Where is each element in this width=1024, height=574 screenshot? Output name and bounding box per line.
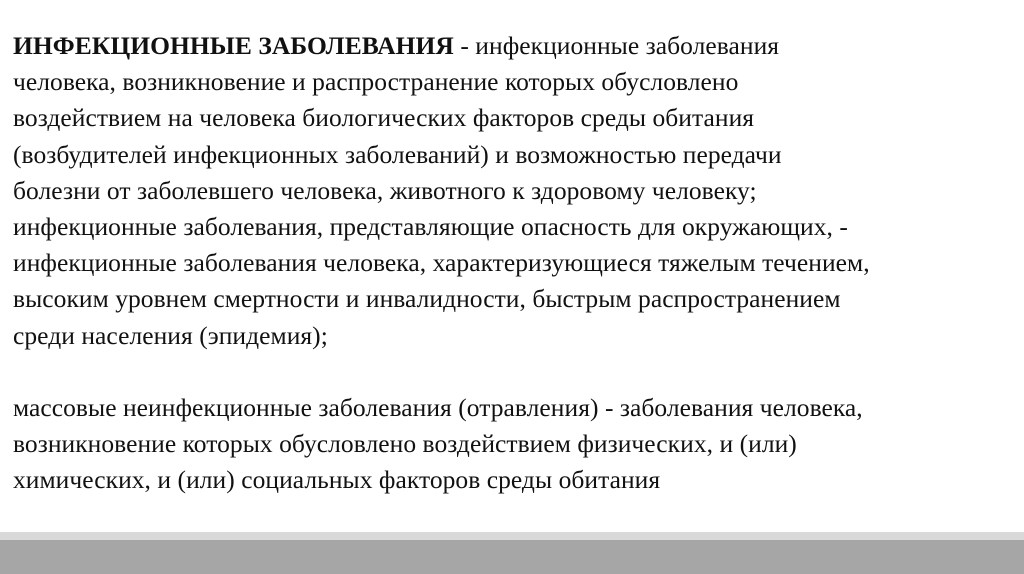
paragraph-1-line: (возбудителей инфекционных заболеваний) и возможностью передачи <box>13 139 782 169</box>
definition-text <box>13 28 1013 499</box>
paragraph-1-line: инфекционные заболевания человека, характеризующиеся тяжелым течением, <box>13 248 870 278</box>
term-heading: ИНФЕКЦИОННЫЕ ЗАБОЛЕВАНИЯ <box>13 31 454 60</box>
paragraph-1-line-1 <box>13 28 1013 64</box>
paragraph-1-line: воздействием на человека биологических факторов среды обитания <box>13 103 755 133</box>
paragraph-2-line: возникновение которых обусловлено воздействием физических, и (или) <box>13 429 797 459</box>
bottom-bar <box>0 540 1024 574</box>
term-definition-start: - инфекционные заболевания <box>453 31 780 60</box>
paragraph-2-line: массовые неинфекционные заболевания (отравления) - заболевания человека, <box>13 393 863 423</box>
paragraph-1-line: высоким уровнем смертности и инвалидности, быстрым распространением <box>13 284 841 314</box>
paragraph-1-line: болезни от заболевшего человека, животного к здоровому человеку; <box>13 175 757 205</box>
paragraph-spacer <box>13 354 1013 390</box>
paragraph-1-line: инфекционные заболевания, представляющие опасность для окружающих, - <box>13 212 848 242</box>
paragraph-1-line: человека, возникновение и распространение которых обусловлено <box>13 67 739 97</box>
bottom-divider <box>0 532 1024 540</box>
paragraph-1-line: среди населения (эпидемия); <box>13 320 328 350</box>
paragraph-2-line: химических, и (или) социальных факторов среды обитания <box>13 465 661 495</box>
